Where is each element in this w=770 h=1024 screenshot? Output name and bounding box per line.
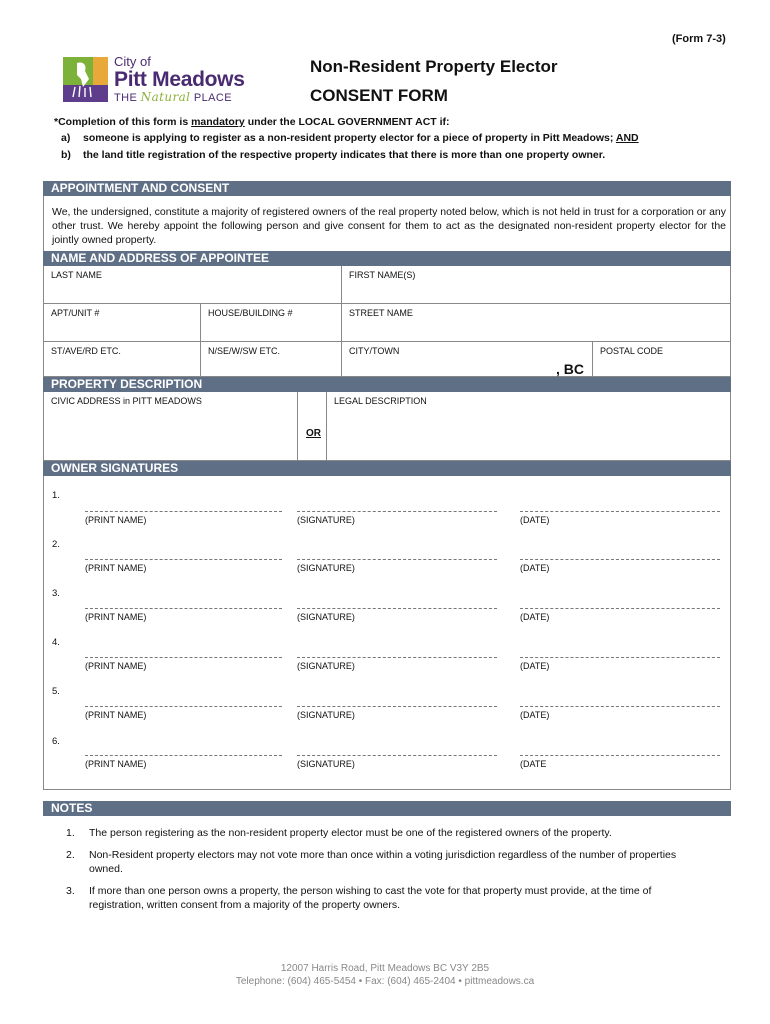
city-logo [63, 54, 248, 106]
signature-line[interactable] [297, 511, 497, 512]
date-line[interactable] [520, 706, 720, 707]
signature-row-number: 2. [52, 539, 60, 550]
civic-address-field[interactable]: CIVIC ADDRESS in PITT MEADOWS [44, 392, 298, 461]
form-title: Non-Resident Property Elector [310, 57, 558, 76]
section-appointment-heading: APPOINTMENT AND CONSENT [43, 181, 731, 196]
legal-description-field[interactable]: LEGAL DESCRIPTION [327, 392, 730, 461]
print-name-label: (PRINT NAME) [85, 612, 147, 622]
signature-label: (SIGNATURE) [297, 759, 355, 769]
signature-line[interactable] [297, 559, 497, 560]
footer-address: 12007 Harris Road, Pitt Meadows BC V3Y 2B5 [280, 963, 490, 974]
note-number: 3. [66, 885, 75, 897]
footer-contact: Telephone: (604) 465-5454 • Fax: (604) 465-2404 • pittmeadows.ca [235, 976, 535, 987]
or-label: OR [306, 428, 321, 439]
signature-row-number: 5. [52, 686, 60, 697]
intro-text: *Completion of this form is mandatory under the LOCAL GOVERNMENT ACT if: [54, 116, 450, 128]
signature-row-number: 6. [52, 736, 60, 747]
print-name-label: (PRINT NAME) [85, 710, 147, 720]
note-item-1 [66, 826, 706, 840]
note-text: The person registering as the non-resident property elector must be one of the registered owners of the property. [89, 827, 612, 839]
form-number: (Form 7-3) [672, 33, 726, 45]
logo-name-text: Pitt Meadows [114, 68, 245, 91]
print-name-label: (PRINT NAME) [85, 563, 147, 573]
signature-label: (SIGNATURE) [297, 661, 355, 671]
note-item-3 [66, 884, 706, 912]
section-notes-heading: NOTES [43, 801, 731, 816]
condition-a: a) someone is applying to register as a non-resident property elector for a piece of property in Pitt Meadows; AND [61, 132, 639, 144]
note-number: 2. [66, 849, 75, 861]
section-signatures-heading: OWNER SIGNATURES [43, 461, 731, 476]
province-suffix: , BC [556, 361, 584, 377]
date-line[interactable] [520, 511, 720, 512]
date-label: (DATE [520, 759, 547, 769]
print-name-line[interactable] [85, 657, 282, 658]
print-name-line[interactable] [85, 559, 282, 560]
signature-line[interactable] [297, 657, 497, 658]
appointment-text: We, the undersigned, constitute a majority of registered owners of the real property noted below, which is not held in trust for a corporation or any other trust. We hereby appoint the following person and give consent for them to act as the designated non-resident property elector for the jointly owned property. [52, 206, 726, 246]
house-building-field[interactable]: HOUSE/BUILDING # [201, 304, 342, 342]
signature-row-number: 3. [52, 588, 60, 599]
note-text: Non-Resident property electors may not vote more than once within a voting jurisdiction regardless of the number of properties owned. [89, 849, 677, 875]
signature-line[interactable] [297, 755, 497, 756]
form-subtitle: CONSENT FORM [310, 86, 448, 105]
print-name-line[interactable] [85, 706, 282, 707]
print-name-line[interactable] [85, 755, 282, 756]
date-line[interactable] [520, 755, 720, 756]
logo-tagline: THE Natural PLACE [114, 90, 232, 104]
or-divider [298, 392, 327, 461]
first-names-field[interactable]: FIRST NAME(S) [342, 266, 730, 304]
date-label: (DATE) [520, 710, 550, 720]
print-name-line[interactable] [85, 608, 282, 609]
last-name-field[interactable]: LAST NAME [44, 266, 342, 304]
note-item-2 [66, 848, 706, 876]
date-label: (DATE) [520, 612, 550, 622]
print-name-line[interactable] [85, 511, 282, 512]
print-name-label: (PRINT NAME) [85, 661, 147, 671]
date-line[interactable] [520, 657, 720, 658]
street-name-field[interactable]: STREET NAME [342, 304, 730, 342]
note-text: If more than one person owns a property, the person wishing to cast the vote for that property must provide, at the time of registration, written consent from a majority of the property owners. [89, 885, 652, 911]
signature-label: (SIGNATURE) [297, 612, 355, 622]
signature-row-number: 1. [52, 490, 60, 501]
date-label: (DATE) [520, 515, 550, 525]
signature-row-number: 4. [52, 637, 60, 648]
print-name-label: (PRINT NAME) [85, 759, 147, 769]
signature-label: (SIGNATURE) [297, 563, 355, 573]
date-line[interactable] [520, 559, 720, 560]
section-property-heading: PROPERTY DESCRIPTION [43, 377, 731, 392]
date-label: (DATE) [520, 563, 550, 573]
signature-line[interactable] [297, 608, 497, 609]
signature-label: (SIGNATURE) [297, 710, 355, 720]
signature-line[interactable] [297, 706, 497, 707]
apt-unit-field[interactable]: APT/UNIT # [44, 304, 201, 342]
city-logo-mark-icon [63, 57, 108, 102]
signature-label: (SIGNATURE) [297, 515, 355, 525]
logo-city-text: City of [114, 54, 151, 69]
street-type-field[interactable]: ST/AVE/RD ETC. [44, 342, 201, 377]
direction-field[interactable]: N/SE/W/SW ETC. [201, 342, 342, 377]
postal-code-field[interactable]: POSTAL CODE [593, 342, 730, 377]
date-line[interactable] [520, 608, 720, 609]
condition-b: b) the land title registration of the respective property indicates that there is more than one property owner. [61, 149, 606, 161]
city-town-field[interactable]: CITY/TOWN [342, 342, 593, 377]
print-name-label: (PRINT NAME) [85, 515, 147, 525]
date-label: (DATE) [520, 661, 550, 671]
section-appointee-heading: NAME AND ADDRESS OF APPOINTEE [43, 251, 731, 266]
note-number: 1. [66, 827, 75, 839]
